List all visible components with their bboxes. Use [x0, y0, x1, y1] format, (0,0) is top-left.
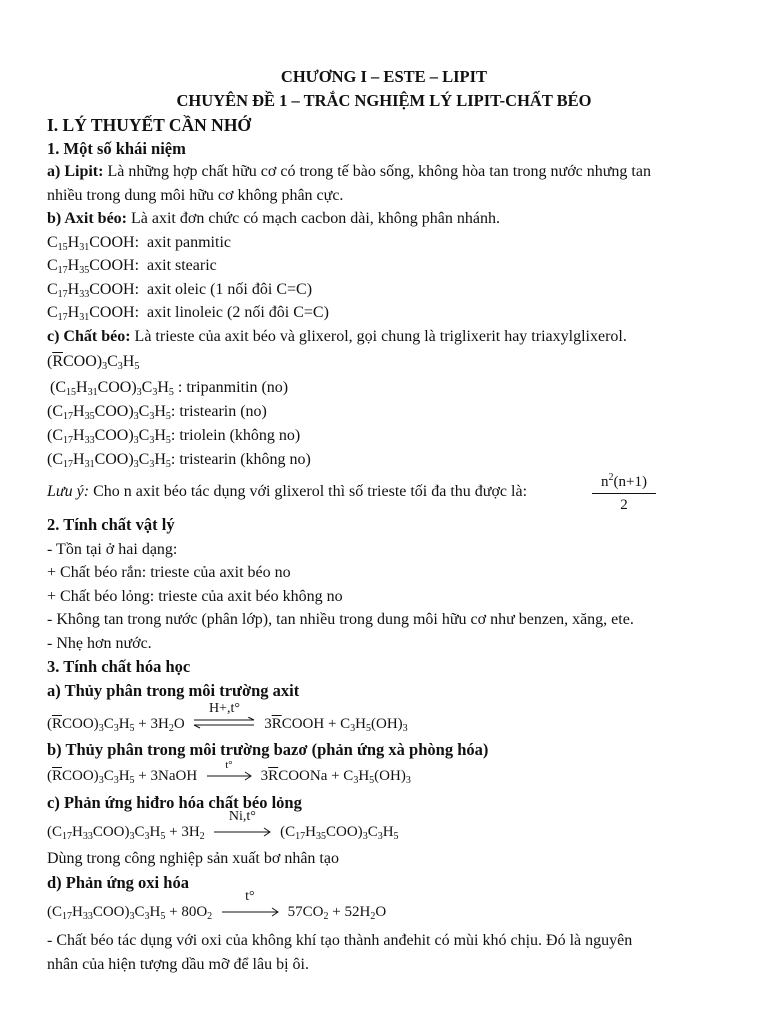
fat-formula-row: $(C_{17}H_{33}COO)_3C_3H_5$: triolein (không no) — [47, 427, 301, 446]
acid-formula-row: $C_{17}H_{35}COOH$: axit stearic — [47, 257, 217, 276]
reaction-heading: c) Phản ứng hiđro hóa chất béo lỏng — [47, 793, 302, 812]
fraction-denominator: 2 — [620, 497, 628, 513]
oxidation-text: - Chất béo tác dụng với oxi của không khí tạo thành anđehit có mùi khó chịu. Đó là nguyên — [47, 932, 633, 949]
property-line: - Không tan trong nước (phân lớp), tan nhiều trong dung môi hữu cơ như benzen, xăng, ete. — [47, 611, 634, 628]
acid-name: axit linoleic (2 nối đôi C=C) — [147, 304, 329, 321]
trieste-count-fraction — [592, 473, 656, 514]
subsection-heading: 3. Tính chất hóa học — [47, 657, 191, 676]
fraction-bar — [592, 493, 656, 494]
topic-title: CHUYÊN ĐỀ 1 – TRẮC NGHIỆM LÝ LIPIT-CHẤT BÉO — [176, 91, 592, 110]
reaction-heading: d) Phản ứng oxi hóa — [47, 873, 189, 892]
fat-name: : tripanmitin (no) — [177, 379, 289, 396]
acid-name: axit panmitic — [147, 234, 231, 251]
chatbeo-definition-line — [47, 327, 627, 347]
reaction-equation-hydrogenation: $(C_{17}H_{33}COO)_3C_3H_5 + 3H_2$ Ni,t° $(C_{17}H_{35}COO)_3C_3H_5$ — [47, 808, 399, 842]
reversible-arrow: H+,t° — [192, 715, 256, 735]
lipit-definition-cont: nhiều trong dung môi hữu cơ không phân cực. — [47, 187, 344, 204]
fat-formula-row: $(C_{17}H_{35}COO)_3C_3H_5$: tristearin (no) — [47, 403, 267, 422]
fat-formula-row: $(C_{17}H_{31}COO)_3C_3H_5$: tristearin (không no) — [47, 451, 311, 470]
reaction-heading: b) Thủy phân trong môi trường bazơ (phản ứng xà phòng hóa) — [47, 740, 489, 759]
note-text: Cho n axit béo tác dụng với glixerol thì số trieste tối đa thu được là: — [89, 483, 528, 500]
general-fat-formula: $(\overline{R}COO)_3C_3H_5$ — [47, 353, 140, 372]
fat-formula-row: $(C_{15}H_{31}COO)_3C_3H_5$ : tripanmitin (no) — [50, 379, 289, 398]
acid-name: axit oleic (1 nối đôi C=C) — [147, 281, 313, 298]
acid-formula-row: $C_{15}H_{31}COOH$: axit panmitic — [47, 234, 231, 253]
fraction-numerator: $n^2(n+1)$ — [601, 472, 647, 490]
reaction-equation-acid-hydrolysis: $(\overline{R}COO)_3C_3H_5 + 3H_2O$ H+,t° $3\overline{R}COOH + C_3H_5(OH)_3$ — [47, 700, 408, 734]
hydrogenation-note: Dùng trong công nghiệp sản xuất bơ nhân tạo — [47, 850, 339, 867]
fat-name: : tristearin (không no) — [170, 451, 311, 468]
subsection-heading: 1. Một số khái niệm — [47, 139, 186, 158]
chatbeo-label: c) Chất béo: — [47, 328, 131, 345]
property-line: - Tồn tại ở hai dạng: — [47, 541, 178, 558]
note-label: Lưu ý: — [47, 483, 90, 500]
lipit-label: a) Lipit: — [47, 163, 104, 180]
axitbeo-definition-line — [47, 209, 500, 229]
reaction-arrow: t° — [205, 767, 253, 787]
chatbeo-text: Là trieste của axit béo và glixerol, gọi chung là triglixerit hay triaxylglixerol. — [130, 328, 627, 345]
property-line: - Nhẹ hơn nước. — [47, 635, 152, 652]
reaction-arrow: Ni,t° — [212, 823, 272, 843]
fat-name: : tristearin (no) — [170, 403, 267, 420]
oxidation-text-cont: nhân của hiện tượng dầu mỡ để lâu bị ôi. — [47, 956, 309, 973]
lipit-definition-line — [47, 162, 651, 182]
acid-formula-row: $C_{17}H_{31}COOH$: axit linoleic (2 nối đôi C=C) — [47, 304, 329, 323]
reaction-arrow: t° — [220, 903, 280, 923]
chapter-title: CHƯƠNG I – ESTE – LIPIT — [280, 67, 488, 86]
property-line: + Chất béo rắn: trieste của axit béo no — [47, 564, 291, 581]
fat-name: : triolein (không no) — [170, 427, 301, 444]
axitbeo-text: Là axit đơn chức có mạch cacbon dài, không phân nhánh. — [127, 210, 501, 227]
lipit-text: Là những hợp chất hữu cơ có trong tế bào sống, không hòa tan trong nước nhưng tan — [103, 163, 651, 180]
property-line: + Chất béo lỏng: trieste của axit béo không no — [47, 588, 343, 605]
acid-name: axit stearic — [147, 257, 217, 274]
section-heading: I. LÝ THUYẾT CẦN NHỚ — [47, 115, 252, 135]
reaction-equation-saponification: $(\overline{R}COO)_3C_3H_5$ + 3NaOH t° $3\overline{R}COONa + C_3H_5(OH)_3$ — [47, 758, 411, 786]
reaction-equation-oxidation: $(C_{17}H_{33}COO)_3C_3H_5 + 80O_2$ t° $57CO_2 + 52H_2O$ — [47, 888, 387, 922]
reaction-heading: a) Thủy phân trong môi trường axit — [47, 681, 300, 700]
axitbeo-label: b) Axit béo: — [47, 210, 127, 227]
note-line — [47, 482, 527, 502]
subsection-heading: 2. Tính chất vật lý — [47, 515, 175, 534]
acid-formula-row: $C_{17}H_{33}COOH$: axit oleic (1 nối đôi C=C) — [47, 281, 313, 300]
